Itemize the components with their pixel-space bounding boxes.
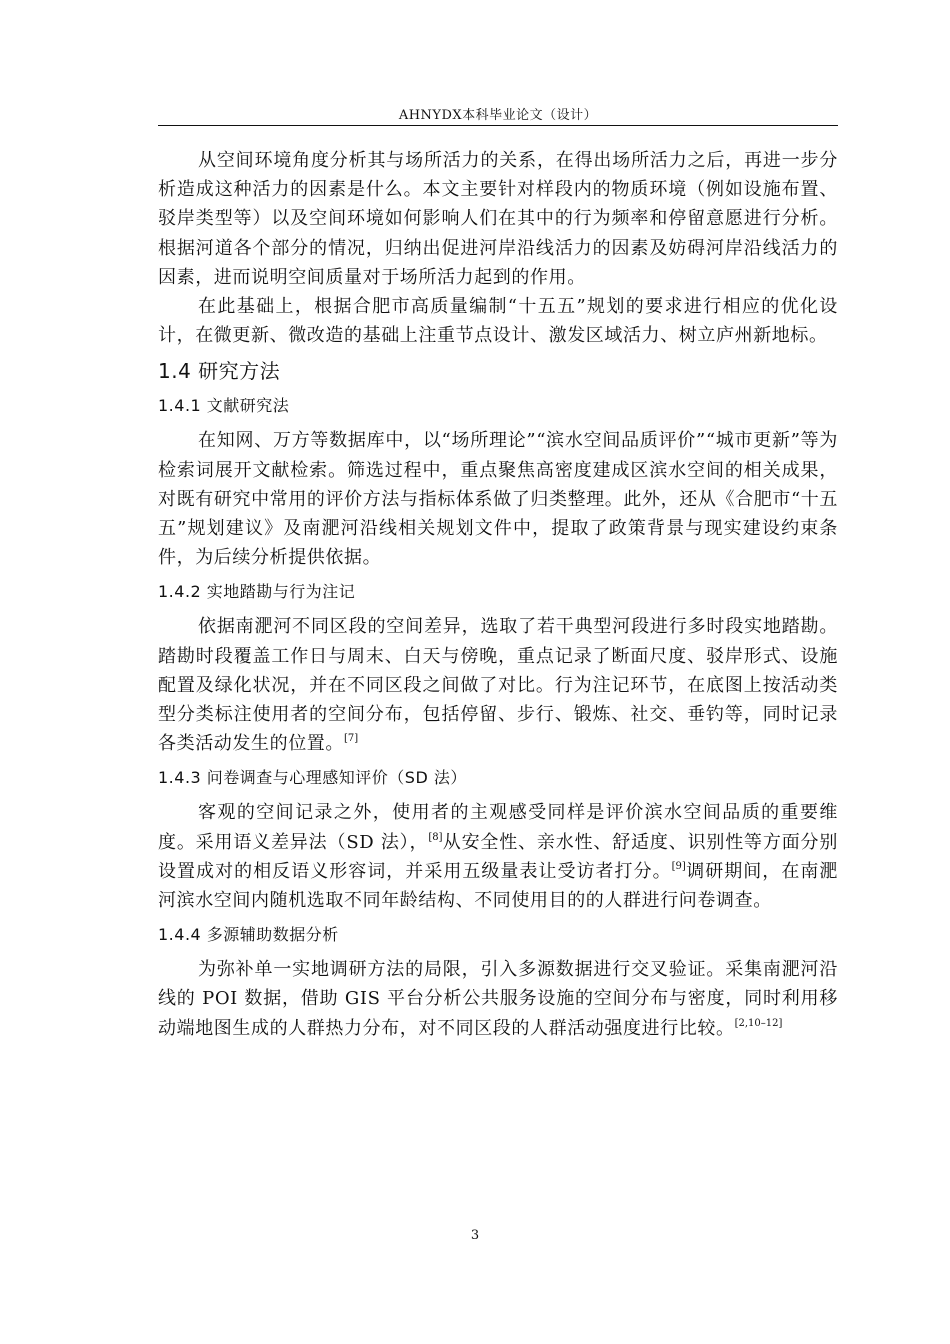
- paragraph-vitality-factors: 从空间环境角度分析其与场所活力的关系，在得出场所活力之后，再进一步分析造成这种活力的因素是什么。本文主要针对样段内的物质环境（例如设施布置、驳岸类型等）以及空间环境如何影响人们在其中的行为频率和停留意愿进行分析。根据河道各个部分的情况，归纳出促进河岸沿线活力的因素及妨碍河岸沿线活力的因素，进而说明空间质量对于场所活力起到的作用。: [158, 150, 838, 288]
- paragraph-questionnaire: [158, 798, 838, 915]
- subsection-heading-field-survey: 1.4.2 实地踏勘与行为注记: [158, 582, 356, 602]
- citation: [7]: [344, 733, 359, 745]
- running-header: AHNYDX本科毕业论文（设计）: [398, 108, 598, 123]
- paragraph-optimization: 在此基础上，根据合肥市高质量编制“十五五”规划的要求进行相应的优化设计，在微更新、微改造的基础上注重节点设计、激发区域活力、树立庐州新地标。: [158, 296, 838, 347]
- paragraph-field-survey: [158, 612, 838, 758]
- paragraph-multisource-data: [158, 955, 838, 1043]
- paragraph-multisource-data-text: 为弥补单一实地调研方法的局限，引入多源数据进行交叉验证。采集南淝河沿线的 POI 数据，借助 GIS 平台分析公共服务设施的空间分布与密度，同时利用移动端地图生成的人群热力分布，对不同区段的人群活动强度进行比较。: [158, 959, 838, 1039]
- paragraph-questionnaire-text-c: 调研期间，在南淝河滨水空间内随机选取不同年龄结构、不同使用目的的人群进行问卷调查。: [158, 860, 838, 912]
- subsection-heading-multisource-data: 1.4.4 多源辅助数据分析: [158, 925, 339, 945]
- citation: [8]: [428, 831, 443, 843]
- citation: [2,10–12]: [734, 1017, 783, 1029]
- paragraph-questionnaire-text-a: 客观的空间记录之外，使用者的主观感受同样是评价滨水空间品质的重要维度。采用语义差异法（SD 法），: [158, 802, 838, 853]
- citation: [9]: [671, 860, 686, 872]
- section-heading-research-methods: 1.4 研究方法: [158, 359, 281, 384]
- paragraph-field-survey-text: 依据南淝河不同区段的空间差异，选取了若干典型河段进行多时段实地踏勘。踏勘时段覆盖工作日与周末、白天与傍晚，重点记录了断面尺度、驳岸形式、设施配置及绿化状况，并在不同区段之间做了对比。行为注记环节，在底图上按活动类型分类标注使用者的空间分布，包括停留、步行、锻炼、社交、垂钓等，同时记录各类活动发生的位置。: [158, 616, 838, 755]
- page-body: [158, 146, 838, 1043]
- page-number: 3: [470, 1228, 480, 1243]
- subsection-heading-questionnaire: 1.4.3 问卷调查与心理感知评价（SD 法）: [158, 768, 467, 788]
- header-rule: [158, 125, 838, 126]
- subsection-heading-literature: 1.4.1 文献研究法: [158, 396, 290, 416]
- paragraph-questionnaire-text-b: 从安全性、亲水性、舒适度、识别性等方面分别设置成对的相反语义形容词，并采用五级量表让受访者打分。: [158, 831, 838, 882]
- paragraph-literature: 在知网、万方等数据库中，以“场所理论”“滨水空间品质评价”“城市更新”等为检索词展开文献检索。筛选过程中，重点聚焦高密度建成区滨水空间的相关成果，对既有研究中常用的评价方法与指标体系做了归类整理。此外，还从《合肥市“十五五”规划建议》及南淝河沿线相关规划文件中，提取了政策背景与现实建设约束条件，为后续分析提供依据。: [158, 430, 838, 569]
